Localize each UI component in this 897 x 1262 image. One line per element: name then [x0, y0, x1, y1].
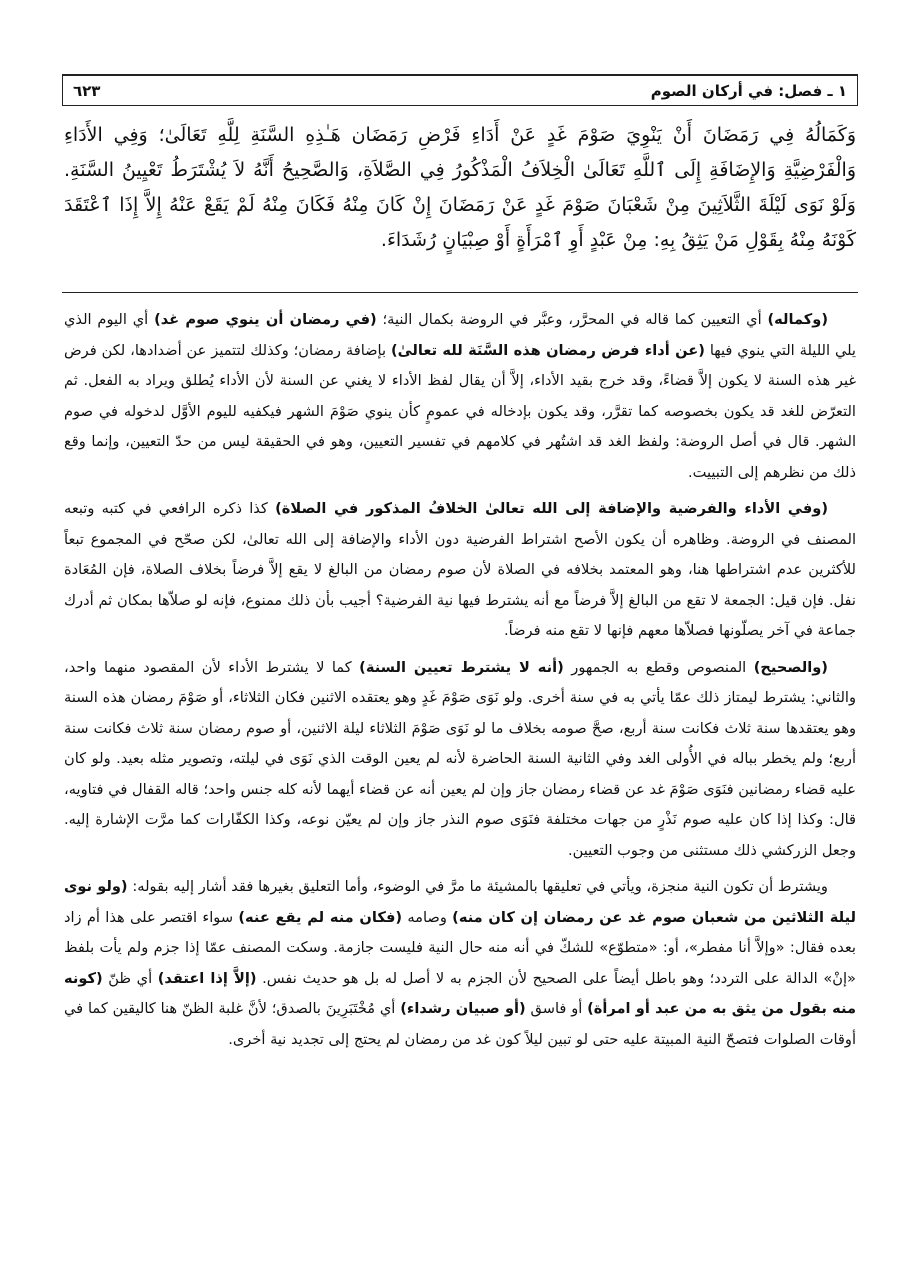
- commentary-text: كما لا يشترط الأداء لأن المقصود منهما واحد، والثاني: يشترط ليمتاز ذلك عمّا يأتي به في سنة أخرى. ولو نَوَى صَوْمَ غَدٍ وهو يعتقده الاثنين فكان الثلاثاء، أو صَوْمَ رمضان هذه السنة وهو يعتقدها سنة ثلاث فكانت سنة أربع، صحَّ صومه بخلاف ما لو نَوَى صَوْمَ الثلاثاء ليلة الاثنين، أو صوم رمضان سنة ثلاث فكانت سنة أربع؛ ولم يخطر بباله في الأُولى الغد وفي الثانية السنة الحاضرة لأنه لم يعين الوقت الذي نَوَى في ليلته، وتصوير مثله بعيد. ولو كان عليه قضاء رمضانين فنَوَى صَوْمَ غد عن قضاء رمضان جاز وإن لم يعين أنه عن قضاء أيهما لأنه كله جنس واحد؛ قاله القفال في فتاويه، قال: وكذا إذا كان عليه صوم نَذْرٍ من جهات مختلفة فنَوَى صوم النذر جاز وإن لم يعيّن نوعه، وكذا الكفّارات كما مرَّت الإشارة إليه. وجعل الزركشي ذلك مستثنى من وجوب التعيين.: [64, 658, 856, 859]
- commentary-text: المنصوص وقطع به الجمهور: [563, 658, 754, 676]
- main-text: وَكَمَالُهُ فِي رَمَضَانَ أَنْ يَنْوِيَ صَوْمَ غَدٍ عَنْ أَدَاءِ فَرْضِ رَمَضَان هَـٰذِهِ السَّنَةِ لِلَّهِ تَعَالَىٰ؛ وَفِي الأَدَاءِ وَالْفَرْضِيَّةِ وَالإِضَافَةِ إِلَى ٱللَّهِ تَعَالَىٰ الْخِلاَفُ الْمَذْكُورُ فِي الصَّلاَةِ، وَالصَّحِيحُ أَنَّهُ لاَ يُشْتَرَطُ تَعْيِينُ السَّنَةِ. وَلَوْ نَوَى لَيْلَةَ الثَّلاَثِينَ مِنْ شَعْبَانَ صَوْمَ غَدٍ عَنْ رَمَضَانَ إِنْ كَانَ مِنْهُ فَكَانَ مِنْهُ لَمْ يَقَعْ عَنْهُ إِلاَّ إِذَا ٱعْتَقَدَ كَوْنَهُ مِنْهُ بِقَوْلِ مَنْ يَثِقُ بِهِ: مِنْ عَبْدٍ أَوِ ٱمْرَأَةٍ أَوْ صِبْيَانٍ رُشَدَاءَ.: [64, 124, 856, 251]
- commentary-text: أو فاسق: [525, 1000, 588, 1017]
- commentary-paragraph: [64, 305, 856, 488]
- commentary-text: أي ظنّ: [102, 969, 158, 987]
- commentary-paragraph: [64, 494, 856, 647]
- commentary-text: كذا ذكره الرافعي في كتبه وتبعه المصنف في الروضة. وظاهره أن يكون الأصح اشتراط الفرضية دون الأداء والإضافة إلى الله تعالىٰ، لكن صحّح في المجموع تبعاً للأكثرين عدم اشتراطها هنا، وهو المعتمد بخلافه في الصلاة لأن صوم رمضان من البالغ لا يقع إلاَّ فرضاً بخلاف الصلاة، فإن المُعَادة نفل. فإن قيل: الجمعة لا تقع من البالغ إلاَّ فرضاً مع أنه يشترط فيها نية الفرضية؟ أجيب بأن ذلك ممنوع، فإنه لو صلاّها بمكان ثم أدرك جماعة في آخر يصلّونها فصلاّها معهم فإنها لا تقع منه فرضاً.: [64, 500, 856, 639]
- commentary-text: ويشترط أن تكون النية منجزة، ويأتي في تعليقها بالمشيئة ما مرَّ في الوضوء، وأما التعليق بغيرها فقد أشار إليه بقوله:: [127, 878, 828, 895]
- quoted-matn: (أنه لا يشترط تعيين السنة): [359, 658, 564, 676]
- chapter-title: ١ ـ فصل: في أركان الصوم: [650, 81, 847, 100]
- quoted-matn: (إلاَّ إذا اعتقد): [157, 969, 257, 987]
- commentary-text: أي اليوم الذي يلي الليلة التي ينوي فيها: [64, 311, 856, 359]
- running-header: [62, 74, 858, 106]
- commentary-paragraph: [64, 653, 856, 867]
- commentary-text: بإضافة رمضان؛ وكذلك لتتميز عن أضدادها، لكن فرض غير هذه السنة لا يكون إلاَّ قضاءً، وقد خرج بقيد الأداء، إلاَّ أن يقال لفظ الأداء لا يغني عن السنة لأن الأداء يُطلق ويراد به الفعل. ثم التعرّض للغد قد يكون بخصوصه كما تقرَّر، وقد يكون بإدخاله في عمومٍ كأن ينوي صَوْمَ الشهر فيكفيه لليوم الأوَّل لدخوله في صوم الشهر. قال في أصل الروضة: ولفظ الغد قد اشتُهر في كلامهم في تفسير التعيين، وهو في الحقيقة ليس من حدّ التعيين، وإنما وقع ذلك من نظرهم إلى التبييت.: [64, 341, 856, 481]
- commentary-text: أي التعيين كما قاله في المحرَّر، وعبَّر في الروضة بكمال النية؛: [376, 311, 768, 328]
- quoted-matn: (ولو نوى ليلة الثلاثين من شعبان صوم غد عن رمضان إن كان منه): [64, 878, 857, 926]
- page-number: ٦٢٣: [73, 81, 101, 100]
- quoted-matn: (عن أداء فرض رمضان هذه السَّنَة لله تعالىٰ): [390, 341, 705, 359]
- quoted-matn: (في رمضان أن ينوي صوم غد): [154, 311, 377, 328]
- quoted-matn: (أو صبيان رشداء): [400, 1000, 526, 1017]
- quoted-matn: (كونه منه بقول من يثق به من عبد أو امرأة): [64, 969, 856, 1017]
- commentary-text: وصامه: [402, 908, 453, 926]
- quoted-matn: (وكماله): [767, 311, 829, 328]
- quoted-matn: (وفي الأداء والفرضية والإضافة إلى الله تعالىٰ الخلافُ المذكور في الصلاة): [275, 500, 828, 517]
- commentary-text: سواء اقتصر على هذا أم زاد بعده فقال: «وإلاَّ أنا مفطر»، أو: «متطوّع» للشكّ في أنه منه حال النية فليست جازمة. وسكت المصنف عمّا إذا جزم ولم يأت بلفظ «إنْ» الدالة على التردد؛ وهو باطل أيضاً على الصحيح لأن الجزم به لا أصل له بل هو حديث نفس.: [64, 908, 856, 987]
- commentary: [64, 305, 856, 1061]
- commentary-paragraph: [64, 872, 856, 1055]
- quoted-matn: (فكان منه لم يقع عنه): [238, 908, 403, 926]
- quoted-matn: (والصحيح): [753, 658, 828, 676]
- separator-rule: [62, 292, 858, 293]
- commentary-text: أي مُخْتَبَرِينَ بالصدق؛ لأنَّ غلبة الظنّ هنا كاليقين كما في أوقات الصلوات فتصحّ النية المبيتة عليه حتى لو تبين ليلاً كون غد من رمضان لم يحتج إلى تجديد نية أخرى.: [64, 1000, 856, 1048]
